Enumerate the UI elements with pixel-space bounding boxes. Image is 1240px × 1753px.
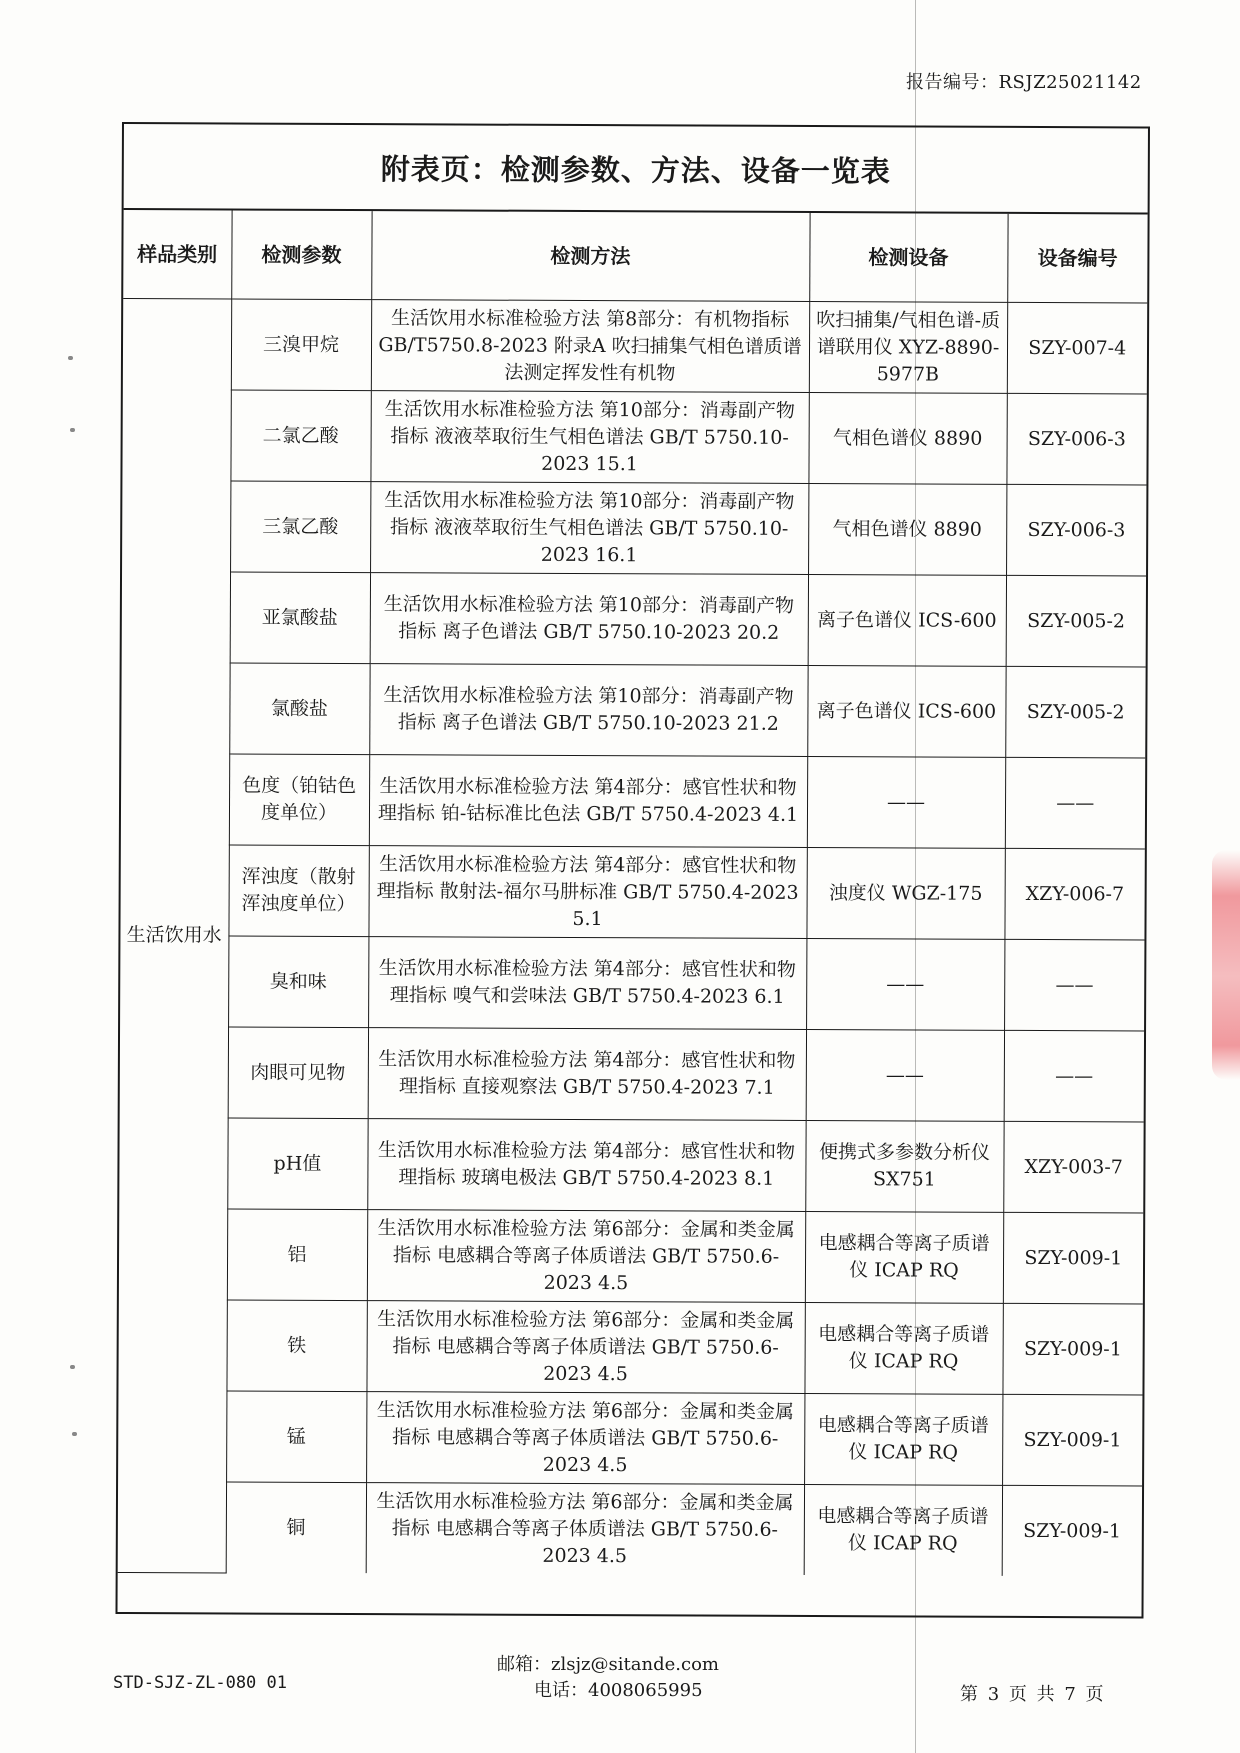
report-number: 报告编号：RSJZ25021142 <box>906 72 1142 93</box>
test-equipment-cell: —— <box>806 938 1004 1030</box>
test-equipment-cell: 浊度仪 WGZ-175 <box>806 847 1004 939</box>
test-parameter-cell: 色度（铂钴色度单位） <box>229 754 369 846</box>
table-row <box>120 936 1144 1031</box>
equipment-number-cell: XZY-003-7 <box>1003 1121 1143 1213</box>
test-method-cell: 生活饮用水标准检验方法 第10部分：消毒副产物指标 液液萃取衍生气相色谱法 GB/T 5750.10-2023 15.1 <box>370 391 808 484</box>
test-equipment-cell: 电感耦合等离子质谱仪 ICAP RQ <box>804 1302 1002 1394</box>
equipment-number-cell: SZY-006-3 <box>1006 393 1146 485</box>
test-parameter-cell: pH值 <box>227 1118 367 1210</box>
test-parameter-cell: 肉眼可见物 <box>228 1027 368 1119</box>
table-row <box>118 1299 1142 1394</box>
methods-table <box>118 210 1148 1577</box>
test-equipment-cell: 吹扫捕集/气相色谱-质谱联用仪 XYZ-8890-5977B <box>809 302 1007 394</box>
equipment-number-cell: SZY-009-1 <box>1002 1303 1142 1395</box>
equipment-number-cell: SZY-005-2 <box>1006 575 1146 667</box>
test-parameter-cell: 亚氯酸盐 <box>230 572 370 664</box>
test-equipment-cell: —— <box>807 756 1005 848</box>
test-equipment-cell: 离子色谱仪 ICS-600 <box>807 665 1005 757</box>
test-parameter-cell: 铜 <box>226 1482 366 1573</box>
test-equipment-cell: 电感耦合等离子质谱仪 ICAP RQ <box>804 1484 1002 1575</box>
table-row <box>118 1481 1142 1576</box>
test-method-cell: 生活饮用水标准检验方法 第4部分：感官性状和物理指标 直接观察法 GB/T 5750.4-2023 7.1 <box>368 1028 806 1121</box>
test-equipment-cell: —— <box>806 1029 1004 1121</box>
header-test-parameter: 检测参数 <box>231 210 371 299</box>
test-equipment-cell: 电感耦合等离子质谱仪 ICAP RQ <box>805 1211 1003 1303</box>
table-row <box>120 845 1144 940</box>
equipment-number-cell: SZY-007-4 <box>1007 302 1147 394</box>
equipment-number-cell: SZY-006-3 <box>1006 484 1146 576</box>
footer-phone: 电话：4008065995 <box>534 1680 703 1701</box>
header-sample-category: 样品类别 <box>123 210 231 299</box>
test-method-cell: 生活饮用水标准检验方法 第4部分：感官性状和物理指标 玻璃电极法 GB/T 5750.4-2023 8.1 <box>367 1119 805 1212</box>
table-row <box>119 1117 1143 1212</box>
equipment-number-cell: SZY-009-1 <box>1002 1485 1142 1576</box>
equipment-number-cell: SZY-009-1 <box>1002 1394 1142 1486</box>
test-parameter-cell: 三氯乙酸 <box>230 481 370 573</box>
test-method-cell: 生活饮用水标准检验方法 第8部分：有机物指标GB/T5750.8-2023 附录A 吹扫捕集气相色谱质谱法测定挥发性有机物 <box>371 300 809 393</box>
footer-document-code: STD-SJZ-ZL-080 01 <box>113 1673 287 1693</box>
red-seal-fragment <box>1212 850 1240 1080</box>
table-row <box>122 390 1146 485</box>
header-test-method: 检测方法 <box>371 211 809 301</box>
table-header-row <box>123 210 1147 303</box>
table-row <box>121 663 1145 758</box>
test-method-cell: 生活饮用水标准检验方法 第10部分：消毒副产物指标 离子色谱法 GB/T 5750.10-2023 21.2 <box>369 664 807 757</box>
scan-speck <box>70 1365 75 1369</box>
table-row <box>121 754 1145 849</box>
test-parameter-cell: 三溴甲烷 <box>231 299 371 391</box>
test-method-cell: 生活饮用水标准检验方法 第4部分：感官性状和物理指标 嗅气和尝味法 GB/T 5750.4-2023 6.1 <box>368 937 806 1030</box>
test-parameter-cell: 臭和味 <box>228 936 368 1028</box>
test-parameter-cell: 二氯乙酸 <box>230 390 370 482</box>
test-method-cell: 生活饮用水标准检验方法 第6部分：金属和类金属指标 电感耦合等离子体质谱法 GB/T 5750.6-2023 4.5 <box>367 1210 805 1303</box>
test-method-cell: 生活饮用水标准检验方法 第10部分：消毒副产物指标 离子色谱法 GB/T 5750.10-2023 20.2 <box>370 573 808 666</box>
scan-speck <box>72 1432 77 1436</box>
table-row <box>122 481 1146 576</box>
test-equipment-cell: 电感耦合等离子质谱仪 ICAP RQ <box>804 1393 1002 1485</box>
equipment-number-cell: —— <box>1004 1030 1144 1122</box>
test-parameter-cell: 铁 <box>226 1300 366 1392</box>
page-title: 附表页：检测参数、方法、设备一览表 <box>124 124 1148 214</box>
table-row <box>118 1390 1142 1485</box>
table-row <box>120 1027 1144 1122</box>
equipment-number-cell: —— <box>1004 939 1144 1031</box>
table-row <box>119 1208 1143 1303</box>
test-parameter-cell: 锰 <box>226 1391 366 1483</box>
footer-email: 邮箱：zlsjz@sitande.com <box>497 1654 719 1675</box>
appendix-table-frame <box>115 122 1150 1618</box>
equipment-number-cell: —— <box>1005 757 1145 849</box>
test-parameter-cell: 氯酸盐 <box>229 663 369 755</box>
header-test-equipment: 检测设备 <box>809 213 1007 302</box>
test-method-cell: 生活饮用水标准检验方法 第4部分：感官性状和物理指标 散射法-福尔马肼标准 GB/T 5750.4-2023 5.1 <box>368 846 806 939</box>
test-method-cell: 生活饮用水标准检验方法 第6部分：金属和类金属指标 电感耦合等离子体质谱法 GB/T 5750.6-2023 4.5 <box>366 1483 804 1575</box>
test-parameter-cell: 浑浊度（散射浑浊度单位） <box>228 845 368 937</box>
test-parameter-cell: 铝 <box>227 1209 367 1301</box>
table-row <box>122 572 1146 667</box>
test-equipment-cell: 气相色谱仪 8890 <box>808 483 1006 575</box>
test-equipment-cell: 气相色谱仪 8890 <box>808 392 1006 484</box>
test-equipment-cell: 便携式多参数分析仪 SX751 <box>805 1120 1003 1212</box>
test-equipment-cell: 离子色谱仪 ICS-600 <box>808 574 1006 666</box>
sample-category-cell: 生活饮用水 <box>118 299 232 1573</box>
header-equipment-number: 设备编号 <box>1007 214 1147 303</box>
equipment-number-cell: XZY-006-7 <box>1004 848 1144 940</box>
scan-speck <box>70 428 75 432</box>
table-row <box>123 299 1147 394</box>
test-method-cell: 生活饮用水标准检验方法 第4部分：感官性状和物理指标 铂-钴标准比色法 GB/T 5750.4-2023 4.1 <box>369 755 807 848</box>
equipment-number-cell: SZY-009-1 <box>1003 1212 1143 1304</box>
test-method-cell: 生活饮用水标准检验方法 第6部分：金属和类金属指标 电感耦合等离子体质谱法 GB/T 5750.6-2023 4.5 <box>366 1392 804 1485</box>
test-method-cell: 生活饮用水标准检验方法 第6部分：金属和类金属指标 电感耦合等离子体质谱法 GB/T 5750.6-2023 4.5 <box>366 1301 804 1394</box>
scan-speck <box>68 356 73 360</box>
test-method-cell: 生活饮用水标准检验方法 第10部分：消毒副产物指标 液液萃取衍生气相色谱法 GB/T 5750.10-2023 16.1 <box>370 482 808 575</box>
footer-page-number: 第 3 页 共 7 页 <box>960 1684 1104 1705</box>
equipment-number-cell: SZY-005-2 <box>1005 666 1145 758</box>
